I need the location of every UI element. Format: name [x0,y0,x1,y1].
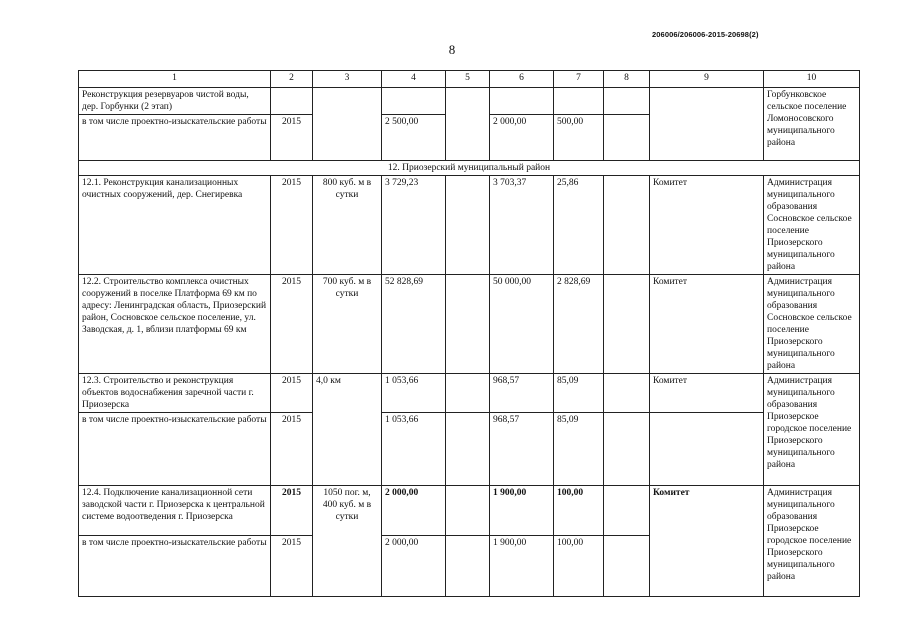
year-cell: 2015 [271,115,313,161]
total-cell: 2 500,00 [382,115,446,161]
local-cell: 100,00 [554,486,604,536]
federal-cell [446,486,490,536]
local-cell [554,88,604,115]
regional-cell: 968,57 [490,374,554,413]
other-cell [604,275,650,374]
page-number: 8 [448,42,456,57]
executor-cell: Комитет [650,275,764,374]
section-title: 12. Приозерский муниципальный район [79,161,860,176]
other-cell [604,486,650,536]
document-number: 206006/206006-2015-20698(2) [652,30,759,39]
column-number-row [79,71,860,88]
local-cell: 100,00 [554,536,604,597]
object-name: 12.1. Реконструкция канализационных очистных сооружений, дер. Снегиревка [79,176,271,275]
year-cell: 2015 [271,176,313,275]
responsible-party: Администрация муниципального образования Приозерское городское поселение Приозерского муниципального района [764,486,860,597]
responsible-party: Администрация муниципального образования Сосновское сельское поселение Приозерского муниципального района [764,176,860,275]
object-name: в том числе проектно-изыскательские работы [79,115,271,161]
column-header: 5 [446,71,490,88]
responsible-party: Администрация муниципального образования Приозерское городское поселение Приозерского муниципального района [764,374,860,486]
federal-cell [446,413,490,486]
executor-cell: Комитет [650,486,764,597]
total-cell: 2 000,00 [382,486,446,536]
object-name: 12.3. Строительство и реконструкция объектов водоснабжения заречной части г. Приозерска [79,374,271,413]
regional-cell: 1 900,00 [490,536,554,597]
other-cell [604,374,650,413]
year-cell: 2015 [271,486,313,536]
year-cell: 2015 [271,536,313,597]
regional-cell [490,88,554,115]
year-cell: 2015 [271,275,313,374]
local-cell: 2 828,69 [554,275,604,374]
total-cell: 2 000,00 [382,536,446,597]
table-row [79,275,860,374]
local-cell: 25,86 [554,176,604,275]
executor-cell: Комитет [650,374,764,413]
year-cell: 2015 [271,374,313,413]
responsible-party: Администрация муниципального образования Сосновское сельское поселение Приозерского муниципального района [764,275,860,374]
object-name: в том числе проектно-изыскательские работы [79,413,271,486]
section-row [79,161,860,176]
capacity-cell [313,88,382,161]
federal-cell [446,536,490,597]
table-row [79,374,860,413]
federal-cell [446,176,490,275]
column-header: 8 [604,71,650,88]
object-name: 12.4. Подключение канализационной сети заводской части г. Приозерска к центральной системе водоотведения г. Приозерска [79,486,271,536]
total-cell [382,88,446,115]
object-name: Реконструкция резервуаров чистой воды, дер. Горбунки (2 этап) [79,88,271,115]
column-header: 7 [554,71,604,88]
regional-cell: 968,57 [490,413,554,486]
other-cell [604,536,650,597]
column-header: 1 [79,71,271,88]
federal-cell [446,275,490,374]
table-row [79,176,860,275]
other-cell [604,176,650,275]
other-cell [604,88,650,115]
other-cell [604,413,650,486]
regional-cell: 3 703,37 [490,176,554,275]
total-cell: 1 053,66 [382,413,446,486]
table-row [79,413,860,486]
column-header: 4 [382,71,446,88]
regional-cell: 2 000,00 [490,115,554,161]
year-cell: 2015 [271,413,313,486]
program-table [78,70,860,597]
total-cell: 1 053,66 [382,374,446,413]
other-cell [604,115,650,161]
local-cell: 500,00 [554,115,604,161]
column-header: 2 [271,71,313,88]
table-row [79,88,860,115]
column-header: 6 [490,71,554,88]
local-cell: 85,09 [554,374,604,413]
column-header: 9 [650,71,764,88]
capacity-cell: 700 куб. м в сутки [313,275,382,374]
responsible-party: Горбунковское сельское поселение Ломоносовского муниципального района [764,88,860,161]
executor-cell [650,88,764,161]
table-row [79,486,860,536]
federal-cell [446,374,490,413]
total-cell: 3 729,23 [382,176,446,275]
regional-cell: 1 900,00 [490,486,554,536]
capacity-cell: 4,0 км [313,374,382,486]
object-name: в том числе проектно-изыскательские работы [79,536,271,597]
local-cell: 85,09 [554,413,604,486]
capacity-cell: 1050 пог. м, 400 куб. м в сутки [313,486,382,597]
federal-cell [446,88,490,161]
executor-cell: Комитет [650,176,764,275]
total-cell: 52 828,69 [382,275,446,374]
object-name: 12.2. Строительство комплекса очистных сооружений в поселке Платформа 69 км по адресу: Ленинградская область, Приозерский район, Сосновское сельское поселение, ул. Заводская, д. 1, вблизи платформы 69 км [79,275,271,374]
executor-cell [650,413,764,486]
column-header: 3 [313,71,382,88]
column-header: 10 [764,71,860,88]
capacity-cell: 800 куб. м в сутки [313,176,382,275]
regional-cell: 50 000,00 [490,275,554,374]
year-cell [271,88,313,115]
